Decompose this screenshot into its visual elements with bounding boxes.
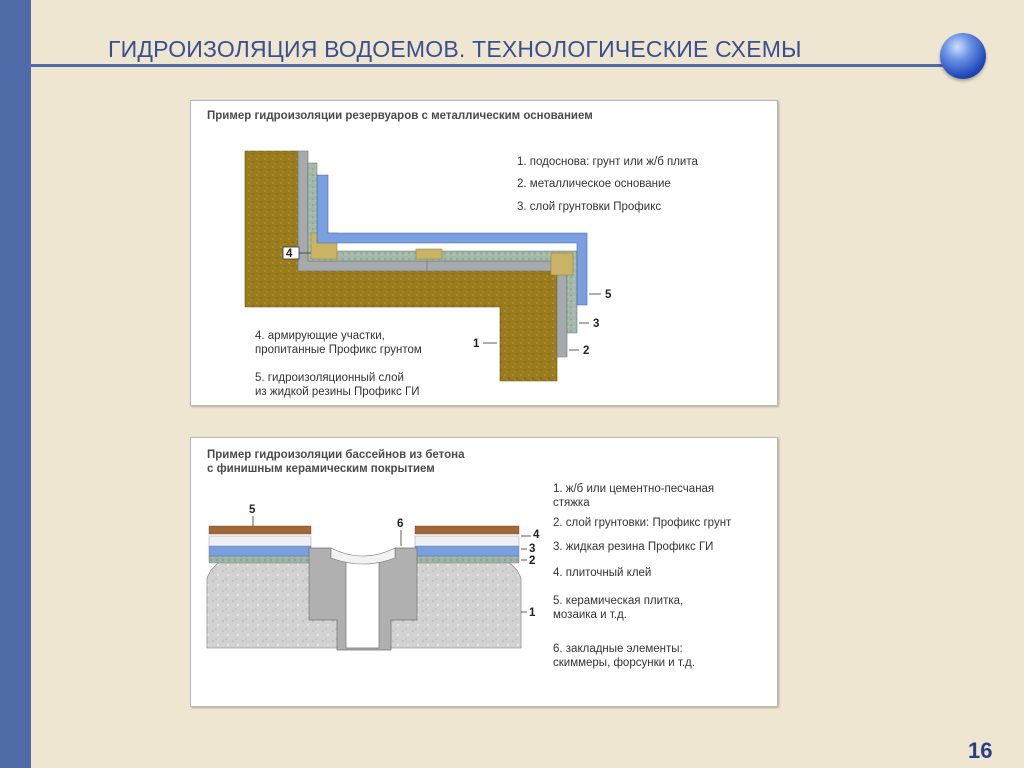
liquid-rubber-left [209,546,311,556]
callout-3: 3 [593,318,600,330]
callout-5: 5 [605,289,612,301]
diagram2-title-line1: Пример гидроизоляции бассейнов из бетона [207,449,465,461]
callout-6: 6 [397,518,404,530]
legend-item-1: 1. подоснова: грунт или ж/б плита [517,156,698,168]
callout-3: 3 [529,543,536,555]
legend-item-3: 3. слой грунтовки Профикс [517,201,662,213]
callout-4: 4 [533,529,540,541]
primer-layer-left [209,556,311,563]
legend-item-1-line2: стяжка [553,497,590,509]
callout-5: 5 [249,504,256,516]
legend-item-5-line1: 5. гидроизоляционный слой [255,372,404,384]
legend-item-5-line2: из жидкой резины Профикс ГИ [255,386,420,398]
tile-adhesive-right [415,536,519,546]
legend-item-4-line1: 4. армирующие участки, [255,330,385,342]
liquid-rubber-right [415,546,519,556]
diagram-pool-concrete-ceramic [190,437,778,707]
legend-item-6-line2: скиммеры, форсунки и т.д. [553,657,695,669]
tile-adhesive-left [209,536,311,546]
blue-orb-icon [940,33,986,79]
reinforcement-patch-mid [416,249,442,259]
legend-item-2: 2. слой грунтовки: Профикс грунт [553,517,732,529]
ceramic-tile-left [209,526,311,534]
left-accent-bar [0,0,31,768]
primer-layer-right [415,556,519,563]
callout-2: 2 [529,555,536,567]
diagram1-title: Пример гидроизоляции резервуаров с металлическим основанием [207,110,593,122]
callout-4: 4 [286,248,293,260]
slide-title: ГИДРОИЗОЛЯЦИЯ ВОДОЕМОВ. ТЕХНОЛОГИЧЕСКИЕ СХЕМЫ [108,36,802,62]
legend-item-4-line2: пропитанные Профикс грунтом [255,344,422,356]
reinforcement-patch-right [551,253,573,275]
legend-item-1-line1: 1. ж/б или цементно-песчаная [553,483,715,495]
legend-item-4: 4. плиточный клей [553,567,652,579]
diagram2-title-line2: с финишным керамическим покрытием [207,463,435,475]
diagram1-drawing [191,101,777,405]
legend-item-2: 2. металлическое основание [517,178,671,190]
legend-item-3: 3. жидкая резина Профикс ГИ [553,541,714,553]
diagram-tank-metal-base [190,100,778,406]
page-number: 16 [968,738,993,763]
legend-item-5-line1: 5. керамическая плитка, [553,595,684,607]
legend-item-5-line2: мозаика и т.д. [553,609,627,621]
legend-item-6-line1: 6. закладные элементы: [553,643,683,655]
callout-1: 1 [529,607,536,619]
callout-1: 1 [473,338,480,350]
title-underline [31,64,981,67]
ceramic-tile-right [415,526,519,534]
callout-2: 2 [583,345,590,357]
